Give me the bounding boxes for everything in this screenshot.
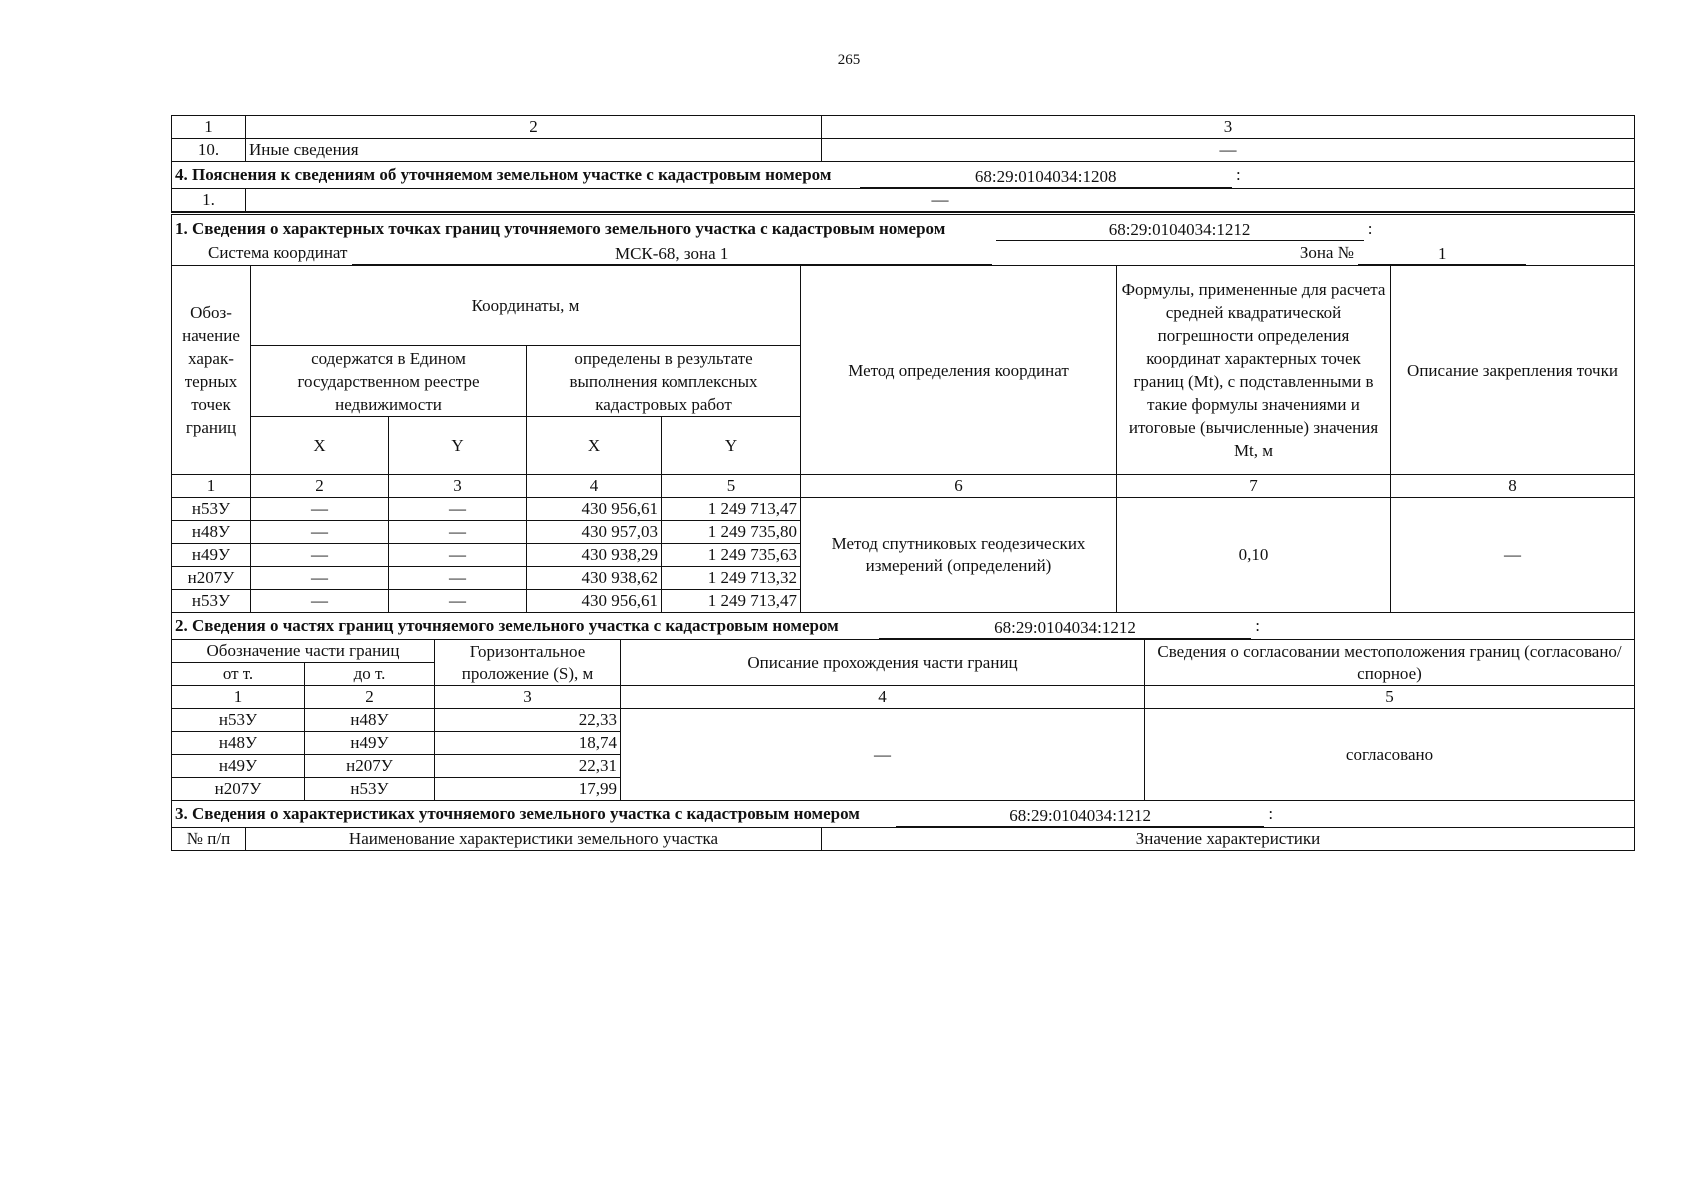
point-y: 1 249 713,32: [662, 567, 801, 590]
point-registry-y: —: [389, 544, 527, 567]
point-registry-y: —: [389, 590, 527, 613]
hdr-registry-y: Y: [389, 417, 527, 475]
hdr-description: Описание прохождения части границ: [621, 640, 1145, 686]
point-registry-x: —: [251, 521, 389, 544]
hdr-char-value: Значение характеристики: [822, 828, 1635, 851]
hdr-determined: определены в результате выполнения комплексных кадастровых работ: [527, 346, 801, 417]
parts-title-row: [172, 613, 1635, 640]
hdr-coordinates: Координаты, м: [251, 266, 801, 346]
mt-value: 0,10: [1117, 498, 1391, 613]
points-title-row: [172, 214, 1635, 242]
hdr-determined-y: Y: [662, 417, 801, 475]
point-registry-y: —: [389, 567, 527, 590]
point-registry-x: —: [251, 544, 389, 567]
section4-colon: :: [1235, 165, 1241, 184]
section4-cadastral-number: 68:29:0104034:1208: [860, 167, 1232, 188]
hdr-to: до т.: [305, 663, 435, 686]
row-num: 10.: [172, 139, 246, 162]
point-registry-y: —: [389, 521, 527, 544]
part-to: н48У: [305, 709, 435, 732]
point-name: н53У: [172, 590, 251, 613]
pcol-6: 6: [801, 475, 1117, 498]
point-y: 1 249 735,63: [662, 544, 801, 567]
point-name: н48У: [172, 521, 251, 544]
hdr-char-name: Наименование характеристики земельного участка: [246, 828, 822, 851]
top-header-numbers: [172, 116, 1635, 139]
parts-table: [171, 613, 1635, 801]
part-from: н48У: [172, 732, 305, 755]
parts-title: 2. Сведения о частях границ уточняемого земельного участка с кадастровым номером: [175, 616, 839, 635]
hdr-designation: Обоз-начение харак-терных точек границ: [172, 266, 251, 475]
pcol-7: 7: [1117, 475, 1391, 498]
point-registry-x: —: [251, 590, 389, 613]
part-to: н49У: [305, 732, 435, 755]
part-distance: 17,99: [435, 778, 621, 801]
section4-row1: [172, 189, 1635, 212]
point-registry-x: —: [251, 567, 389, 590]
agreement-value: согласовано: [1145, 709, 1635, 801]
points-title: 1. Сведения о характерных точках границ уточняемого земельного участка с кадастровым номером: [175, 219, 946, 238]
part-distance: 22,31: [435, 755, 621, 778]
top-table: [171, 115, 1635, 212]
parts-header-row-1: [172, 640, 1635, 663]
pcol-5: 5: [1145, 686, 1635, 709]
row-value: —: [822, 139, 1635, 162]
parts-cadastral-number: 68:29:0104034:1212: [879, 618, 1251, 639]
description-value: —: [621, 709, 1145, 801]
pcol-8: 8: [1391, 475, 1635, 498]
points-cadastral-number: 68:29:0104034:1212: [996, 220, 1364, 241]
point-name: н207У: [172, 567, 251, 590]
table-row: [172, 709, 1635, 732]
point-registry-y: —: [389, 498, 527, 521]
pcol-4: 4: [527, 475, 662, 498]
hdr-fixing: Описание закрепления точки: [1391, 266, 1635, 475]
point-registry-x: —: [251, 498, 389, 521]
points-col-numbers: [172, 475, 1635, 498]
pcol-1: 1: [172, 686, 305, 709]
hdr-registry-x: X: [251, 417, 389, 475]
pcol-4: 4: [621, 686, 1145, 709]
section4-row-num: 1.: [172, 189, 246, 212]
row-other-info: [172, 139, 1635, 162]
pcol-5: 5: [662, 475, 801, 498]
hdr-distance: Горизонтальное проложение (S), м: [435, 640, 621, 686]
pcol-1: 1: [172, 475, 251, 498]
zone-label: Зона №: [1299, 243, 1354, 262]
hdr-from: от т.: [172, 663, 305, 686]
part-from: н207У: [172, 778, 305, 801]
pcol-2: 2: [305, 686, 435, 709]
characteristics-title-row: [172, 801, 1635, 828]
part-distance: 18,74: [435, 732, 621, 755]
characteristics-title: 3. Сведения о характеристиках уточняемого земельного участка с кадастровым номером: [175, 804, 860, 823]
pcol-3: 3: [435, 686, 621, 709]
page-number: 265: [837, 52, 861, 68]
point-x: 430 957,03: [527, 521, 662, 544]
point-y: 1 249 713,47: [662, 590, 801, 613]
hdr-num: № п/п: [172, 828, 246, 851]
point-x: 430 938,62: [527, 567, 662, 590]
hdr-in-registry: содержатся в Едином государственном реестре недвижимости: [251, 346, 527, 417]
pcol-3: 3: [389, 475, 527, 498]
characteristics-colon: :: [1268, 804, 1274, 823]
part-to: н207У: [305, 755, 435, 778]
points-header-row-1: [172, 266, 1635, 346]
pcol-2: 2: [251, 475, 389, 498]
part-from: н49У: [172, 755, 305, 778]
parts-col-numbers: [172, 686, 1635, 709]
characteristics-cadastral-number: 68:29:0104034:1212: [896, 806, 1264, 827]
section4-title: 4. Пояснения к сведениям об уточняемом земельном участке с кадастровым номером: [175, 165, 832, 184]
col-num-3: 3: [822, 116, 1635, 139]
hdr-formulas: Формулы, примененные для расчета средней квадратической погрешности определения координат характерных точек границ (Mt), с подставленными в такие формулы значениями и итоговые (вычисленные) значения Mt, м: [1117, 266, 1391, 475]
coord-system-value: МСК-68, зона 1: [352, 244, 992, 265]
part-from: н53У: [172, 709, 305, 732]
coord-system-row: [172, 241, 1635, 266]
parts-colon: :: [1255, 616, 1260, 635]
hdr-determined-x: X: [527, 417, 662, 475]
zone-value: 1: [1358, 244, 1526, 265]
part-to: н53У: [305, 778, 435, 801]
characteristics-header-row: [172, 828, 1635, 851]
point-name: н53У: [172, 498, 251, 521]
fixing-value: —: [1391, 498, 1635, 613]
section4-title-row: [172, 162, 1635, 189]
section4-row-value: —: [246, 189, 1635, 212]
part-distance: 22,33: [435, 709, 621, 732]
hdr-agreement: Сведения о согласовании местоположения границ (согласовано/спорное): [1145, 640, 1635, 686]
point-y: 1 249 713,47: [662, 498, 801, 521]
col-num-2: 2: [246, 116, 822, 139]
characteristics-table: [171, 801, 1635, 851]
point-x: 430 938,29: [527, 544, 662, 567]
point-name: н49У: [172, 544, 251, 567]
points-table: [171, 212, 1635, 613]
method-value: Метод спутниковых геодезических измерений (определений): [801, 498, 1117, 613]
col-num-1: 1: [172, 116, 246, 139]
hdr-method: Метод определения координат: [801, 266, 1117, 475]
points-colon: :: [1367, 219, 1373, 238]
table-row: [172, 498, 1635, 521]
point-x: 430 956,61: [527, 590, 662, 613]
hdr-part-designation: Обозначение части границ: [172, 640, 435, 663]
coord-system-label: Система координат: [208, 243, 348, 262]
point-x: 430 956,61: [527, 498, 662, 521]
document-body: [171, 115, 1635, 851]
point-y: 1 249 735,80: [662, 521, 801, 544]
row-name: Иные сведения: [246, 139, 822, 162]
